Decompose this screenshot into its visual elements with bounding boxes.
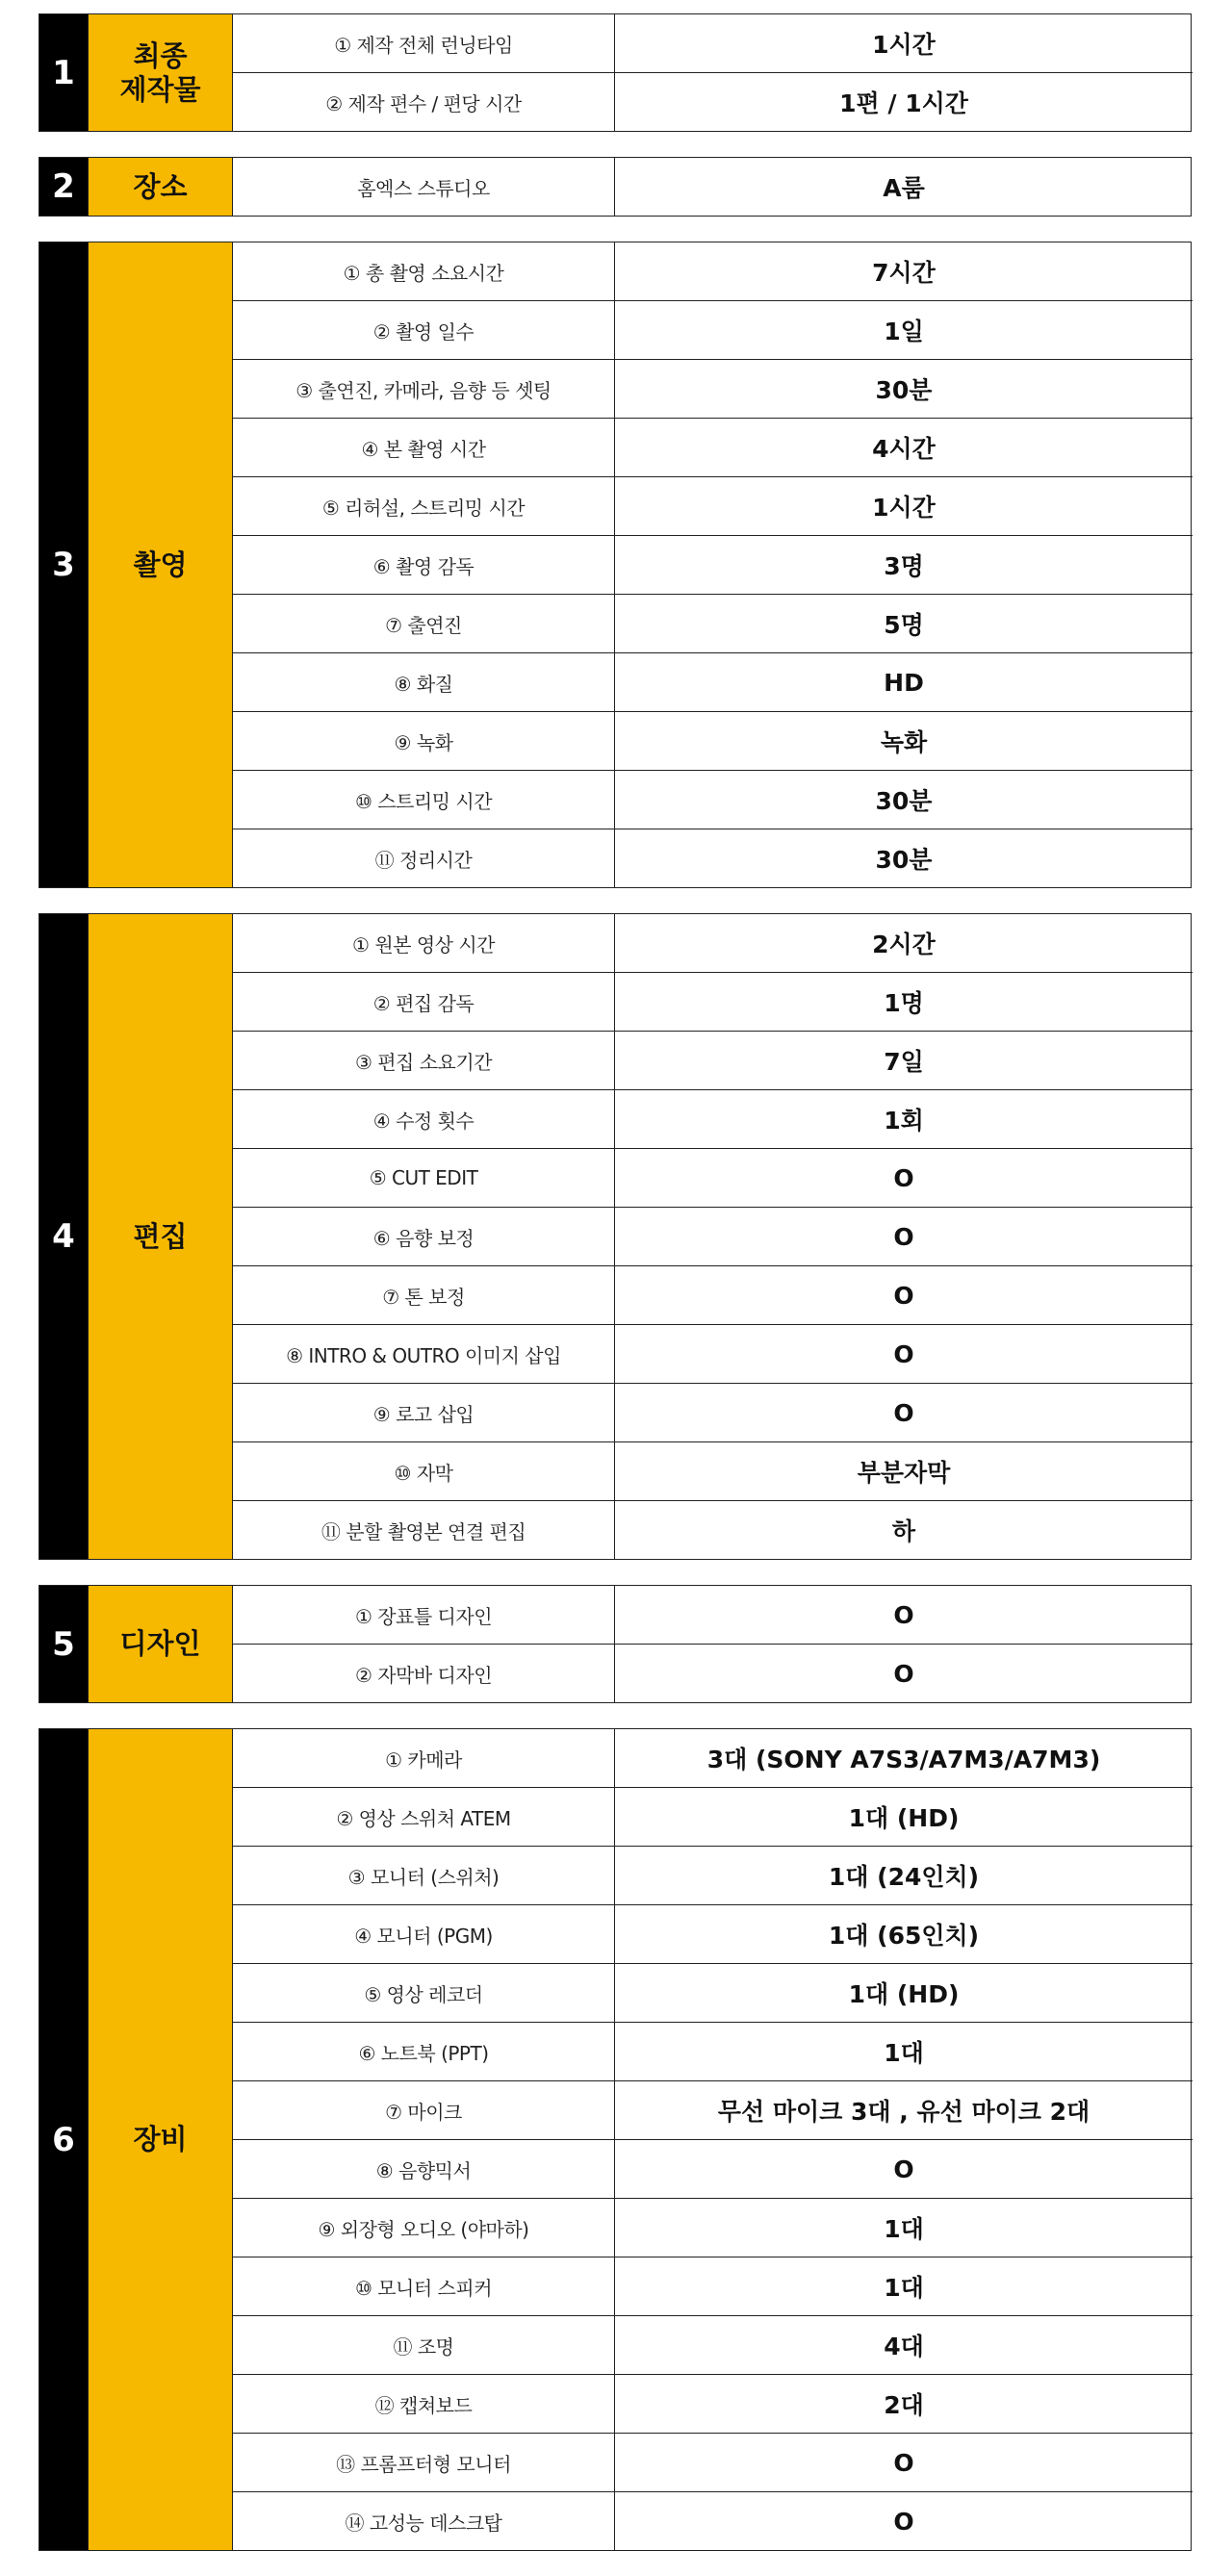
table-row [232,972,1193,1031]
item-label: ⑦ 출연진 [232,595,614,652]
item-value: 1명 [614,973,1193,1031]
item-label: ⑪ 정리시간 [232,829,614,887]
section-6 [38,1728,1192,2551]
item-value: HD [614,653,1193,711]
table-row [232,1383,1193,1441]
item-value: 1대 (HD) [614,1788,1193,1846]
table-row [232,2139,1193,2198]
item-label: ⑨ 로고 삽입 [232,1384,614,1441]
item-value: 7시간 [614,242,1193,300]
section-category: 최종 제작물 [88,14,232,131]
table-row [232,652,1193,711]
section-1 [38,13,1192,132]
table-row [232,72,1193,131]
table-row [232,770,1193,829]
item-value: O [614,1149,1193,1207]
item-value: 7일 [614,1032,1193,1089]
item-value: 1편 / 1시간 [614,73,1193,131]
item-value: O [614,1645,1193,1702]
item-value: 2대 [614,2375,1193,2433]
table-row [232,1031,1193,1089]
item-label: ⑥ 음향 보정 [232,1208,614,1265]
item-value: O [614,1325,1193,1383]
item-value: 1회 [614,1090,1193,1148]
table-row [232,535,1193,594]
table-row [232,1904,1193,1963]
item-value: 1시간 [614,14,1193,72]
item-value: 1대 [614,2199,1193,2257]
item-value: O [614,1266,1193,1324]
item-label: ① 장표틀 디자인 [232,1586,614,1644]
table-row [232,1324,1193,1383]
table-row [232,14,1193,72]
item-label: ⑥ 촬영 감독 [232,536,614,594]
item-value: 4대 [614,2316,1193,2374]
item-label: ① 카메라 [232,1729,614,1787]
item-value: 3대 (SONY A7S3/A7M3/A7M3) [614,1729,1193,1787]
section-category: 편집 [88,914,232,1559]
item-label: ⑥ 노트북 (PPT) [232,2023,614,2080]
section-category: 장비 [88,1729,232,2550]
section-3 [38,242,1192,888]
item-label: ⑧ 음향믹서 [232,2140,614,2198]
table-row [232,914,1193,972]
table-row [232,829,1193,887]
item-label: ⑨ 외장형 오디오 (야마하) [232,2199,614,2257]
item-label: ⑩ 스트리밍 시간 [232,771,614,829]
section-number: 5 [39,1586,88,1702]
item-value: 녹화 [614,712,1193,770]
table-row [232,2198,1193,2257]
item-label: 홈엑스 스튜디오 [232,158,614,216]
item-label: ⑭ 고성능 데스크탑 [232,2492,614,2550]
section-rows [232,158,1193,216]
item-value: 30분 [614,360,1193,418]
section-category: 촬영 [88,242,232,887]
table-row [232,2491,1193,2550]
table-row [232,2080,1193,2139]
table-row [232,2257,1193,2315]
item-label: ① 총 촬영 소요시간 [232,242,614,300]
table-row [232,594,1193,652]
item-value: 1대 (65인치) [614,1905,1193,1963]
item-label: ⑫ 캡쳐보드 [232,2375,614,2433]
item-label: ① 제작 전체 런닝타임 [232,14,614,72]
table-row [232,2315,1193,2374]
item-label: ⑤ 영상 레코더 [232,1964,614,2022]
item-value: 1일 [614,301,1193,359]
item-label: ⑬ 프롬프터형 모니터 [232,2434,614,2491]
item-label: ⑪ 분할 촬영본 연결 편집 [232,1501,614,1559]
item-value: O [614,1384,1193,1441]
item-label: ③ 편집 소요기간 [232,1032,614,1089]
section-4 [38,913,1192,1560]
item-value: 1대 (24인치) [614,1847,1193,1904]
item-label: ⑩ 자막 [232,1442,614,1500]
table-row [232,1787,1193,1846]
item-label: ② 영상 스위처 ATEM [232,1788,614,1846]
section-5 [38,1585,1192,1703]
item-label: ④ 본 촬영 시간 [232,419,614,476]
item-label: ② 촬영 일수 [232,301,614,359]
item-value: 하 [614,1501,1193,1559]
item-label: ② 편집 감독 [232,973,614,1031]
table-row [232,1089,1193,1148]
item-value: 1시간 [614,477,1193,535]
table-row [232,418,1193,476]
item-value: O [614,1586,1193,1644]
item-value: 5명 [614,595,1193,652]
item-value: 1대 [614,2023,1193,2080]
table-row [232,2433,1193,2491]
table-row [232,476,1193,535]
item-value: O [614,2492,1193,2550]
item-value: O [614,1208,1193,1265]
section-number: 3 [39,242,88,887]
table-row [232,158,1193,216]
item-label: ⑩ 모니터 스피커 [232,2257,614,2315]
table-row [232,1207,1193,1265]
item-value: 1대 (HD) [614,1964,1193,2022]
item-label: ③ 출연진, 카메라, 음향 등 셋팅 [232,360,614,418]
item-label: ④ 모니터 (PGM) [232,1905,614,1963]
item-value: 무선 마이크 3대 , 유선 마이크 2대 [614,2081,1193,2139]
table-row [232,1846,1193,1904]
section-number: 6 [39,1729,88,2550]
item-label: ⑧ INTRO & OUTRO 이미지 삽입 [232,1325,614,1383]
table-row [232,1644,1193,1702]
table-row [232,242,1193,300]
item-value: 4시간 [614,419,1193,476]
section-2 [38,157,1192,217]
item-label: ① 원본 영상 시간 [232,914,614,972]
item-label: ④ 수정 횟수 [232,1090,614,1148]
item-label: ⑨ 녹화 [232,712,614,770]
item-value: 30분 [614,829,1193,887]
section-number: 1 [39,14,88,131]
table-row [232,1586,1193,1644]
table-row [232,711,1193,770]
section-rows [232,1729,1193,2550]
section-number: 2 [39,158,88,216]
item-value: O [614,2434,1193,2491]
item-label: ② 자막바 디자인 [232,1645,614,1702]
item-value: A룸 [614,158,1193,216]
item-label: ② 제작 편수 / 편당 시간 [232,73,614,131]
item-label: ⑪ 조명 [232,2316,614,2374]
item-value: 부분자막 [614,1442,1193,1500]
section-rows [232,14,1193,131]
item-value: 1대 [614,2257,1193,2315]
item-value: O [614,2140,1193,2198]
table-row [232,2374,1193,2433]
item-value: 30분 [614,771,1193,829]
item-value: 2시간 [614,914,1193,972]
item-value: 3명 [614,536,1193,594]
section-number: 4 [39,914,88,1559]
item-label: ⑧ 화질 [232,653,614,711]
table-row [232,1500,1193,1559]
table-row [232,300,1193,359]
table-row [232,2022,1193,2080]
item-label: ⑤ CUT EDIT [232,1149,614,1207]
item-label: ⑦ 톤 보정 [232,1266,614,1324]
table-row [232,359,1193,418]
spec-table [38,13,1192,2576]
item-label: ⑦ 마이크 [232,2081,614,2139]
section-rows [232,914,1193,1559]
table-row [232,1265,1193,1324]
item-label: ⑤ 리허설, 스트리밍 시간 [232,477,614,535]
section-rows [232,242,1193,887]
table-row [232,1963,1193,2022]
table-row [232,1729,1193,1787]
section-rows [232,1586,1193,1702]
item-label: ③ 모니터 (스위처) [232,1847,614,1904]
table-row [232,1148,1193,1207]
section-category: 장소 [88,158,232,216]
section-category: 디자인 [88,1586,232,1702]
table-row [232,1441,1193,1500]
